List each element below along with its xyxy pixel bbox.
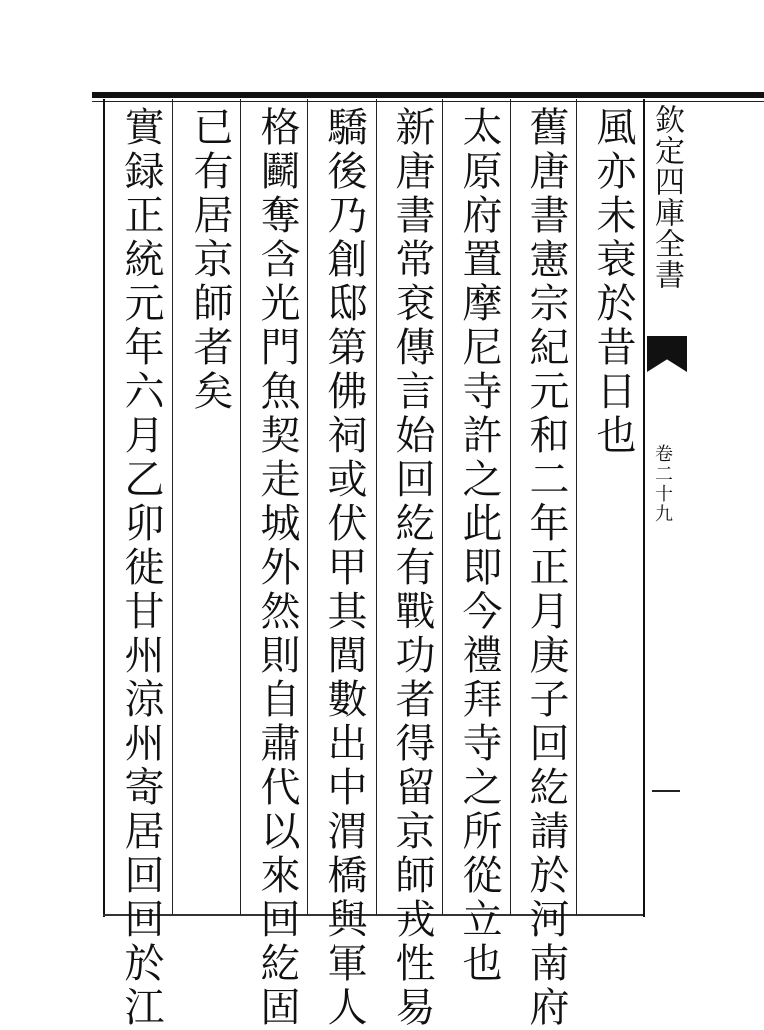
column-rule — [240, 99, 241, 915]
column-rule — [442, 99, 443, 915]
fish-tail-mark — [647, 336, 687, 372]
column-rule — [307, 99, 308, 915]
text-column-3: 太原府置摩尼寺許之此即今禮拜寺之所從立也 — [456, 106, 502, 986]
text-column-5: 驕後乃創邸第佛祠或伏甲其閭數出中渭橋與軍人 — [321, 106, 367, 1030]
text-column-2: 舊唐書憲宗紀元和二年正月庚子回紇請於河南府 — [523, 106, 569, 1030]
frame-left-border — [103, 99, 105, 917]
text-column-1: 風亦未衰於昔日也 — [590, 106, 636, 458]
text-column-7: 已有居京師者矣 — [187, 106, 233, 414]
column-rule — [172, 99, 173, 915]
column-rule — [576, 99, 577, 915]
column-rule — [376, 99, 377, 915]
margin-tick — [652, 790, 680, 792]
frame-top-inner-border — [92, 101, 764, 102]
column-rule — [510, 99, 511, 915]
frame-top-border — [92, 92, 764, 98]
volume-label: 卷二十九 — [652, 444, 673, 524]
frame-right-border — [643, 99, 645, 917]
text-column-4: 新唐書常袞傳言始回紇有戰功者得留京師戎性易 — [389, 106, 435, 1030]
text-column-6: 格鬬奪含光門魚契走城外然則自肅代以來回紇固 — [254, 106, 300, 1030]
book-title: 欽定四庫全書 — [649, 104, 684, 290]
text-column-8: 實録正統元年六月乙卯徙甘州涼州寄居回回於江 — [118, 106, 164, 1030]
